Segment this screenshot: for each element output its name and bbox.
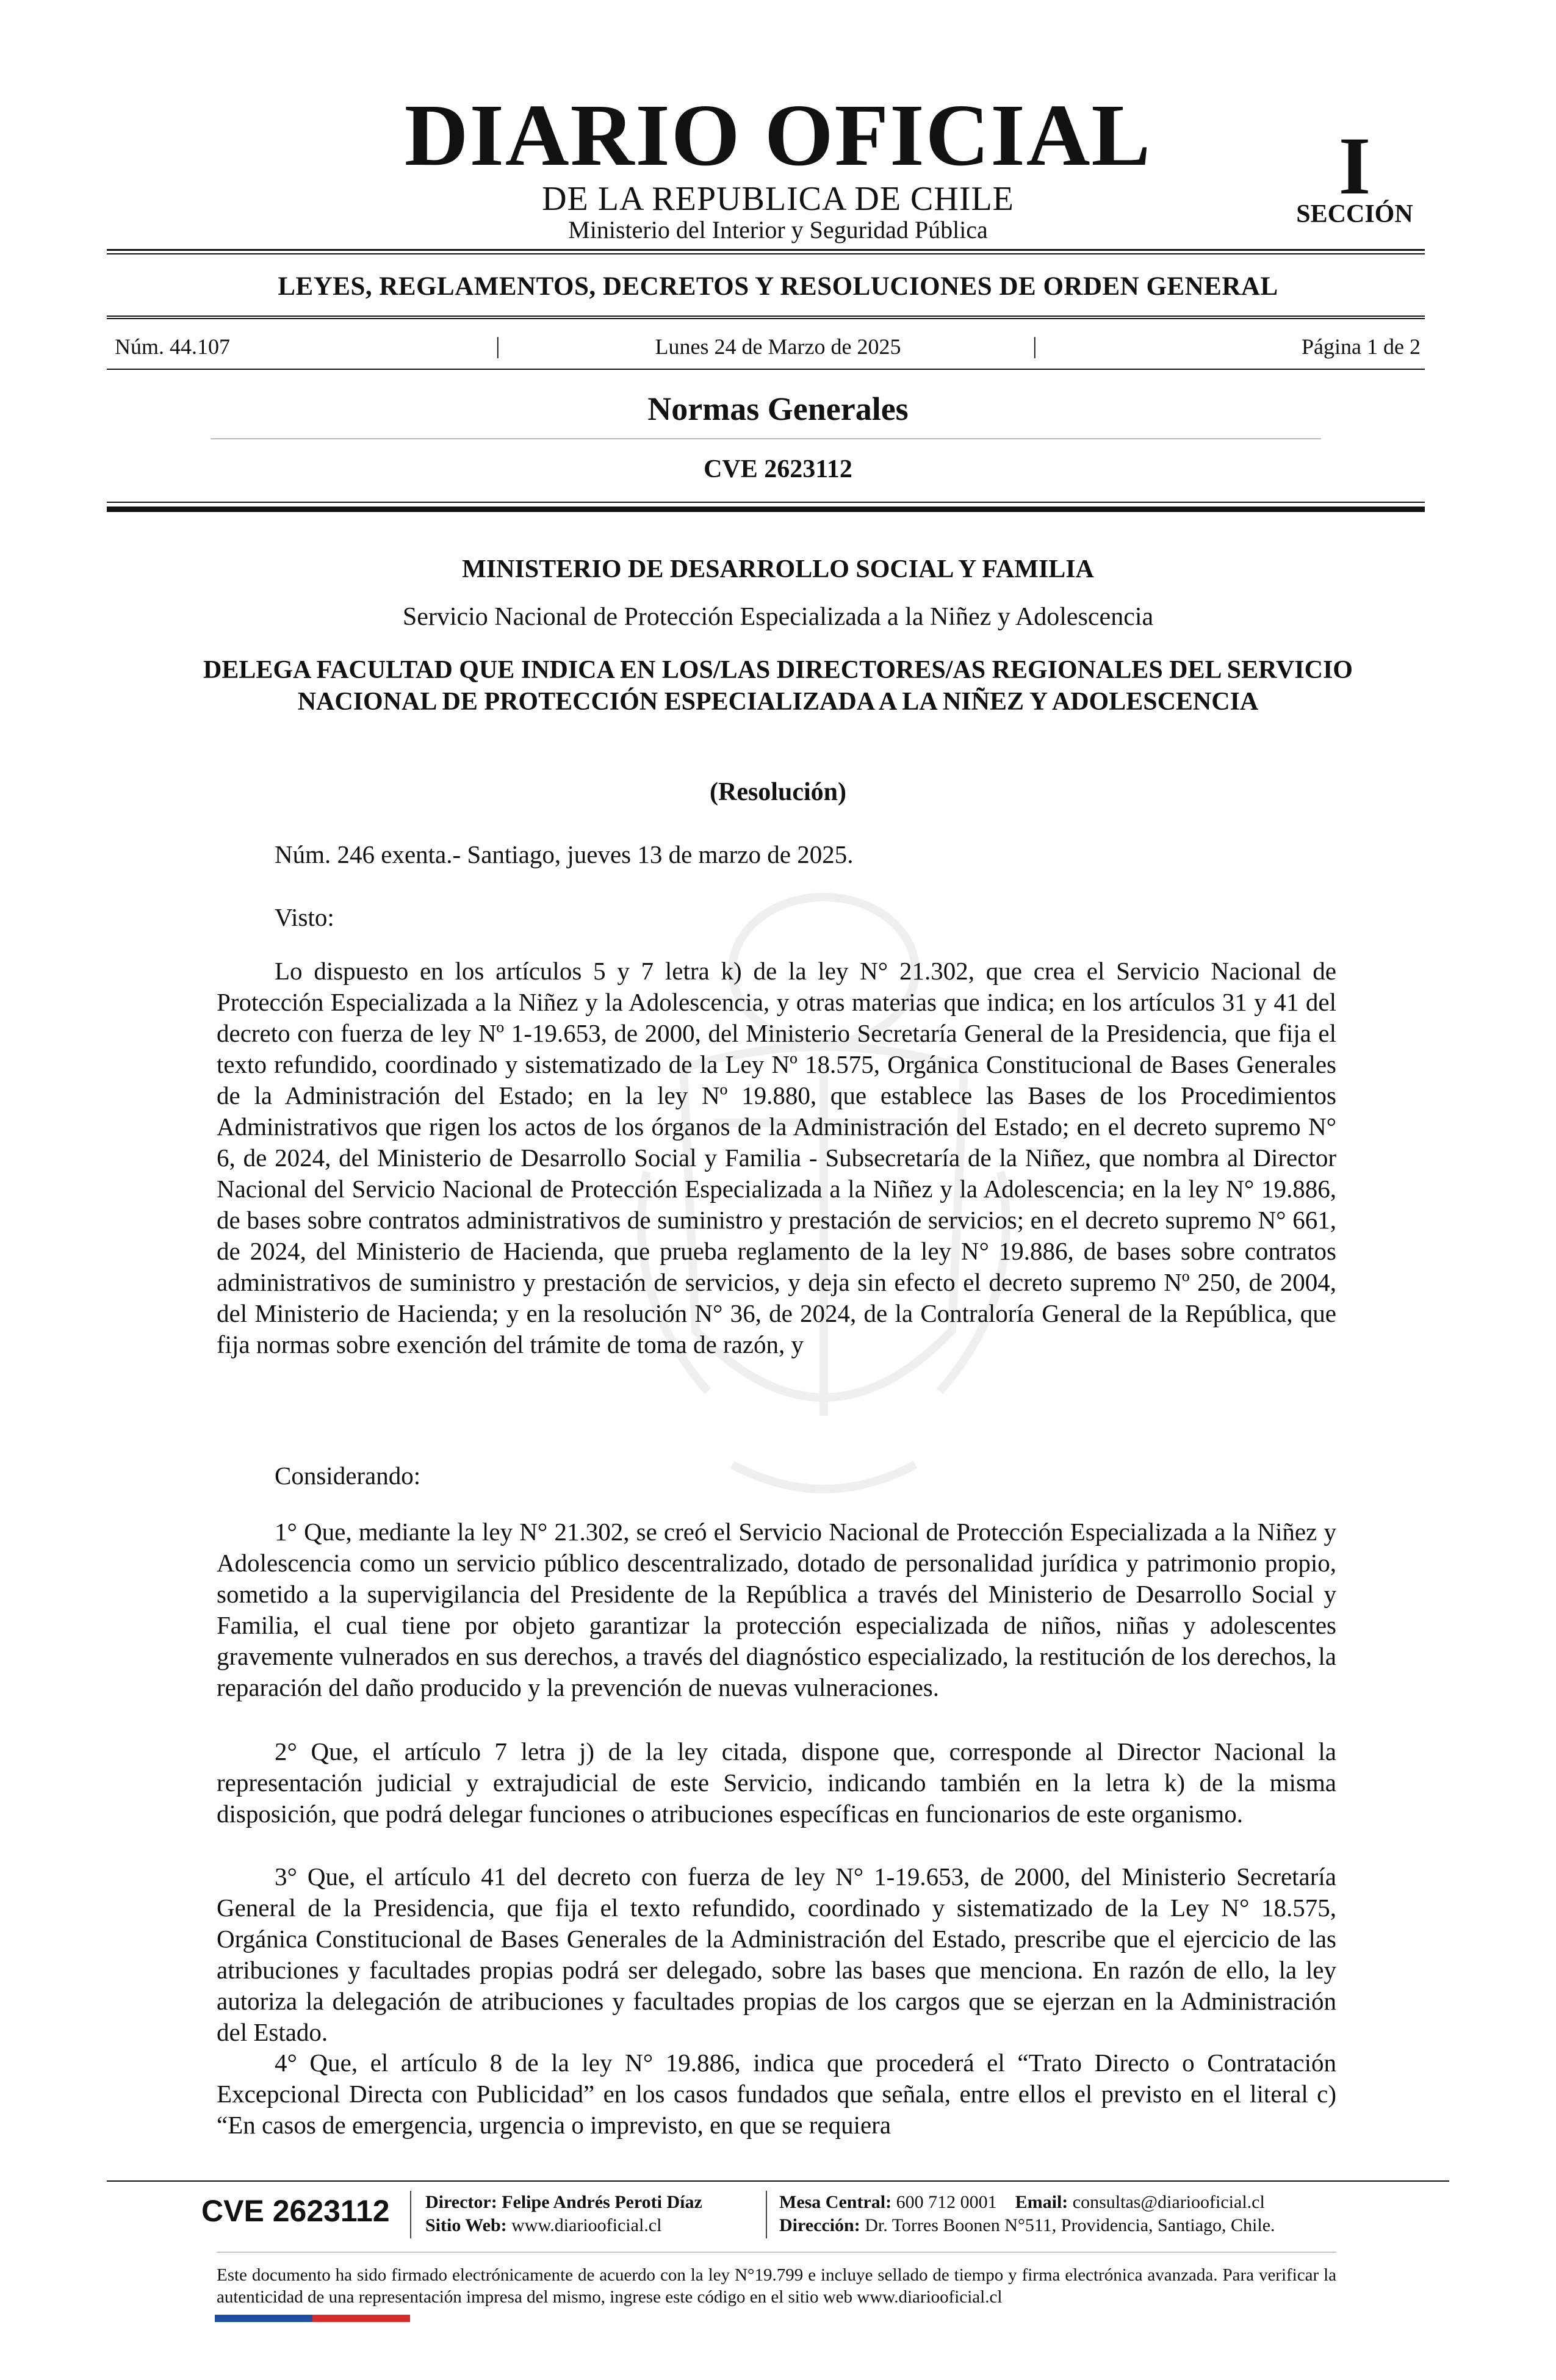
footer-rule (107, 2180, 1449, 2182)
section-title-rule (211, 438, 1321, 439)
header-rule-thick (107, 507, 1425, 512)
banner-rule-bottom (107, 318, 1425, 319)
electronic-signature-note: Este documento ha sido firmado electrónicamente de acuerdo con la ley N°19.799 e incluye sellado de tiempo y firma electrónica avanzada. Para verificar la autenticidad de una representación impresa del mismo, ingrese este código en el sitio web www.diariooficial.cl (217, 2265, 1336, 2307)
issue-number: Núm. 44.107 (115, 334, 230, 359)
masthead-rule-top (107, 249, 1425, 251)
considerando-paragraph: 1° Que, mediante la ley N° 21.302, se creó el Servicio Nacional de Protección Especializada a la Niñez y Adolescencia como un servicio público descentralizado, dotado de personalidad jurídica y patrimonio propio, sometido a la supervigilancia del Presidente de la República a través del Ministerio de Desarrollo Social y Familia, el cual tiene por objeto garantizar la protección especializada de niños, niñas y adolescentes gravemente vulnerados en sus derechos, a través del diagnóstico especializado, la restitución de los derechos, la reparación del daño producido y la prevención de nuevas vulneraciones. (217, 1518, 1336, 1701)
resolution-title: DELEGA FACULTAD QUE INDICA EN LOS/LAS DIRECTORES/AS REGIONALES DEL SERVICIO NACIONAL DE PROTECCIÓN ESPECIALIZADA A LA NIÑEZ Y ADOLESCENCIA (203, 656, 1353, 716)
masthead-subtitle: DE LA REPUBLICA DE CHILE (542, 180, 1014, 218)
director-label: Director: (425, 2192, 497, 2212)
considerando-heading: Considerando: (275, 1462, 421, 1490)
section-number: I (1338, 121, 1371, 212)
section-label: SECCIÓN (1296, 200, 1413, 228)
footer-divider (410, 2191, 411, 2238)
masthead-ministry: Ministerio del Interior y Seguridad Pública (568, 216, 988, 243)
visto-paragraph: Lo dispuesto en los artículos 5 y 7 letra k) de la ley N° 21.302, que crea el Servicio Nacional de Protección Especializada a la Niñez y la Adolescencia, y otras materias que indica; en los artículos 31 y 41 del decreto con fuerza de ley Nº 1-19.653, de 2000, del Ministerio Secretaría General de la Presidencia, que fija el texto refundido, coordinado y sistematizado de la Ley Nº 18.575, Orgánica Constitucional de Bases Generales de la Administración del Estado; en la ley Nº 19.880, que establece las Bases de los Procedimientos Administrativos que rigen los actos de los órganos de la Administración del Estado; en el decreto supremo N° 6, de 2024, del Ministerio de Desarrollo Social y Familia - Subsecretaría de la Niñez, que nombra al Director Nacional del Servicio Nacional de Protección Especializada a la Niñez y la Adolescencia; en la ley N° 19.886, de bases sobre contratos administrativos de suministro y prestación de servicios; en el decreto supremo N° 661, de 2024, del Ministerio de Hacienda, que prueba reglamento de la ley N° 19.886, de bases sobre contratos administrativos de suministro y prestación de servicios, y deja sin efecto el decreto supremo Nº 250, de 2004, del Ministerio de Hacienda; y en la resolución N° 36, de 2024, de la Contraloría General de la República, que fija normas sobre exención del trámite de toma de razón, y (217, 957, 1336, 1358)
resolution-number-line: Núm. 246 exenta.- Santiago, jueves 13 de marzo de 2025. (275, 840, 854, 868)
service-name: Servicio Nacional de Protección Especializada a la Niñez y Adolescencia (402, 603, 1154, 631)
website-link[interactable]: www.diariooficial.cl (511, 2215, 662, 2235)
page-indicator: Página 1 de 2 (1302, 334, 1421, 359)
masthead-rule-bottom (107, 253, 1425, 254)
section-banner: LEYES, REGLAMENTOS, DECRETOS Y RESOLUCIONES DE ORDEN GENERAL (278, 272, 1278, 301)
header-rule-thin (107, 502, 1425, 503)
issue-separator: | (1032, 333, 1037, 359)
masthead-title: DIARIO OFICIAL (404, 87, 1152, 184)
issue-date: Lunes 24 de Marzo de 2025 (655, 334, 901, 359)
flag-stripe-red (312, 2315, 410, 2322)
cve-code: CVE 2623112 (704, 455, 852, 483)
website-label: Sitio Web: (425, 2215, 507, 2235)
footer-cve-code: CVE 2623112 (201, 2194, 390, 2228)
resolution-label: (Resolución) (710, 778, 846, 806)
director-name: Felipe Andrés Peroti Díaz (502, 2192, 702, 2212)
phone-number: 600 712 0001 (896, 2192, 997, 2212)
phone-label: Mesa Central: (779, 2192, 892, 2212)
footer-divider (766, 2191, 767, 2238)
address-value: Dr. Torres Boonen N°511, Providencia, Santiago, Chile. (865, 2215, 1275, 2235)
info-rule (107, 369, 1425, 370)
banner-rule-top (107, 316, 1425, 317)
address-label: Dirección: (779, 2215, 860, 2235)
issue-separator: | (495, 333, 500, 359)
section-title: Normas Generales (647, 391, 909, 427)
flag-stripe-blue (215, 2315, 312, 2322)
visto-heading: Visto: (275, 903, 334, 931)
email-link[interactable]: consultas@diariooficial.cl (1072, 2192, 1265, 2212)
email-label: Email: (1015, 2192, 1068, 2212)
footer-contact-block (779, 2191, 1275, 2237)
ministry-heading: MINISTERIO DE DESARROLLO SOCIAL Y FAMILIA (462, 555, 1094, 583)
considerando-paragraph: 3° Que, el artículo 41 del decreto con fuerza de ley N° 1-19.653, de 2000, del Ministerio Secretaría General de la Presidencia, que fija el texto refundido, coordinado y sistematizado de la Ley N° 18.575, Orgánica Constitucional de Bases Generales de la Administración del Estado, prescribe que el ejercicio de las atribuciones y facultades propias podrá ser delegado, sobre las bases que menciona. En razón de ello, la ley autoriza la delegación de atribuciones y facultades propias de los cargos que se ejerzan en la Administración del Estado. (217, 1863, 1336, 2046)
considerando-paragraph: 4° Que, el artículo 8 de la ley N° 19.886, indica que procederá el “Trato Directo o Contratación Excepcional Directa con Publicidad” en los casos fundados que señala, entre ellos el previsto en el literal c) “En casos de emergencia, urgencia o imprevisto, en que se requiera (217, 2049, 1336, 2139)
considerando-paragraph: 2° Que, el artículo 7 letra j) de la ley citada, dispone que, corresponde al Director Nacional la representación judicial y extrajudicial de este Servicio, indicando también en la letra k) de la misma disposición, que podrá delegar funciones o atribuciones específicas en funcionarios de este organismo. (217, 1737, 1336, 1828)
footer-director-block (425, 2191, 702, 2237)
